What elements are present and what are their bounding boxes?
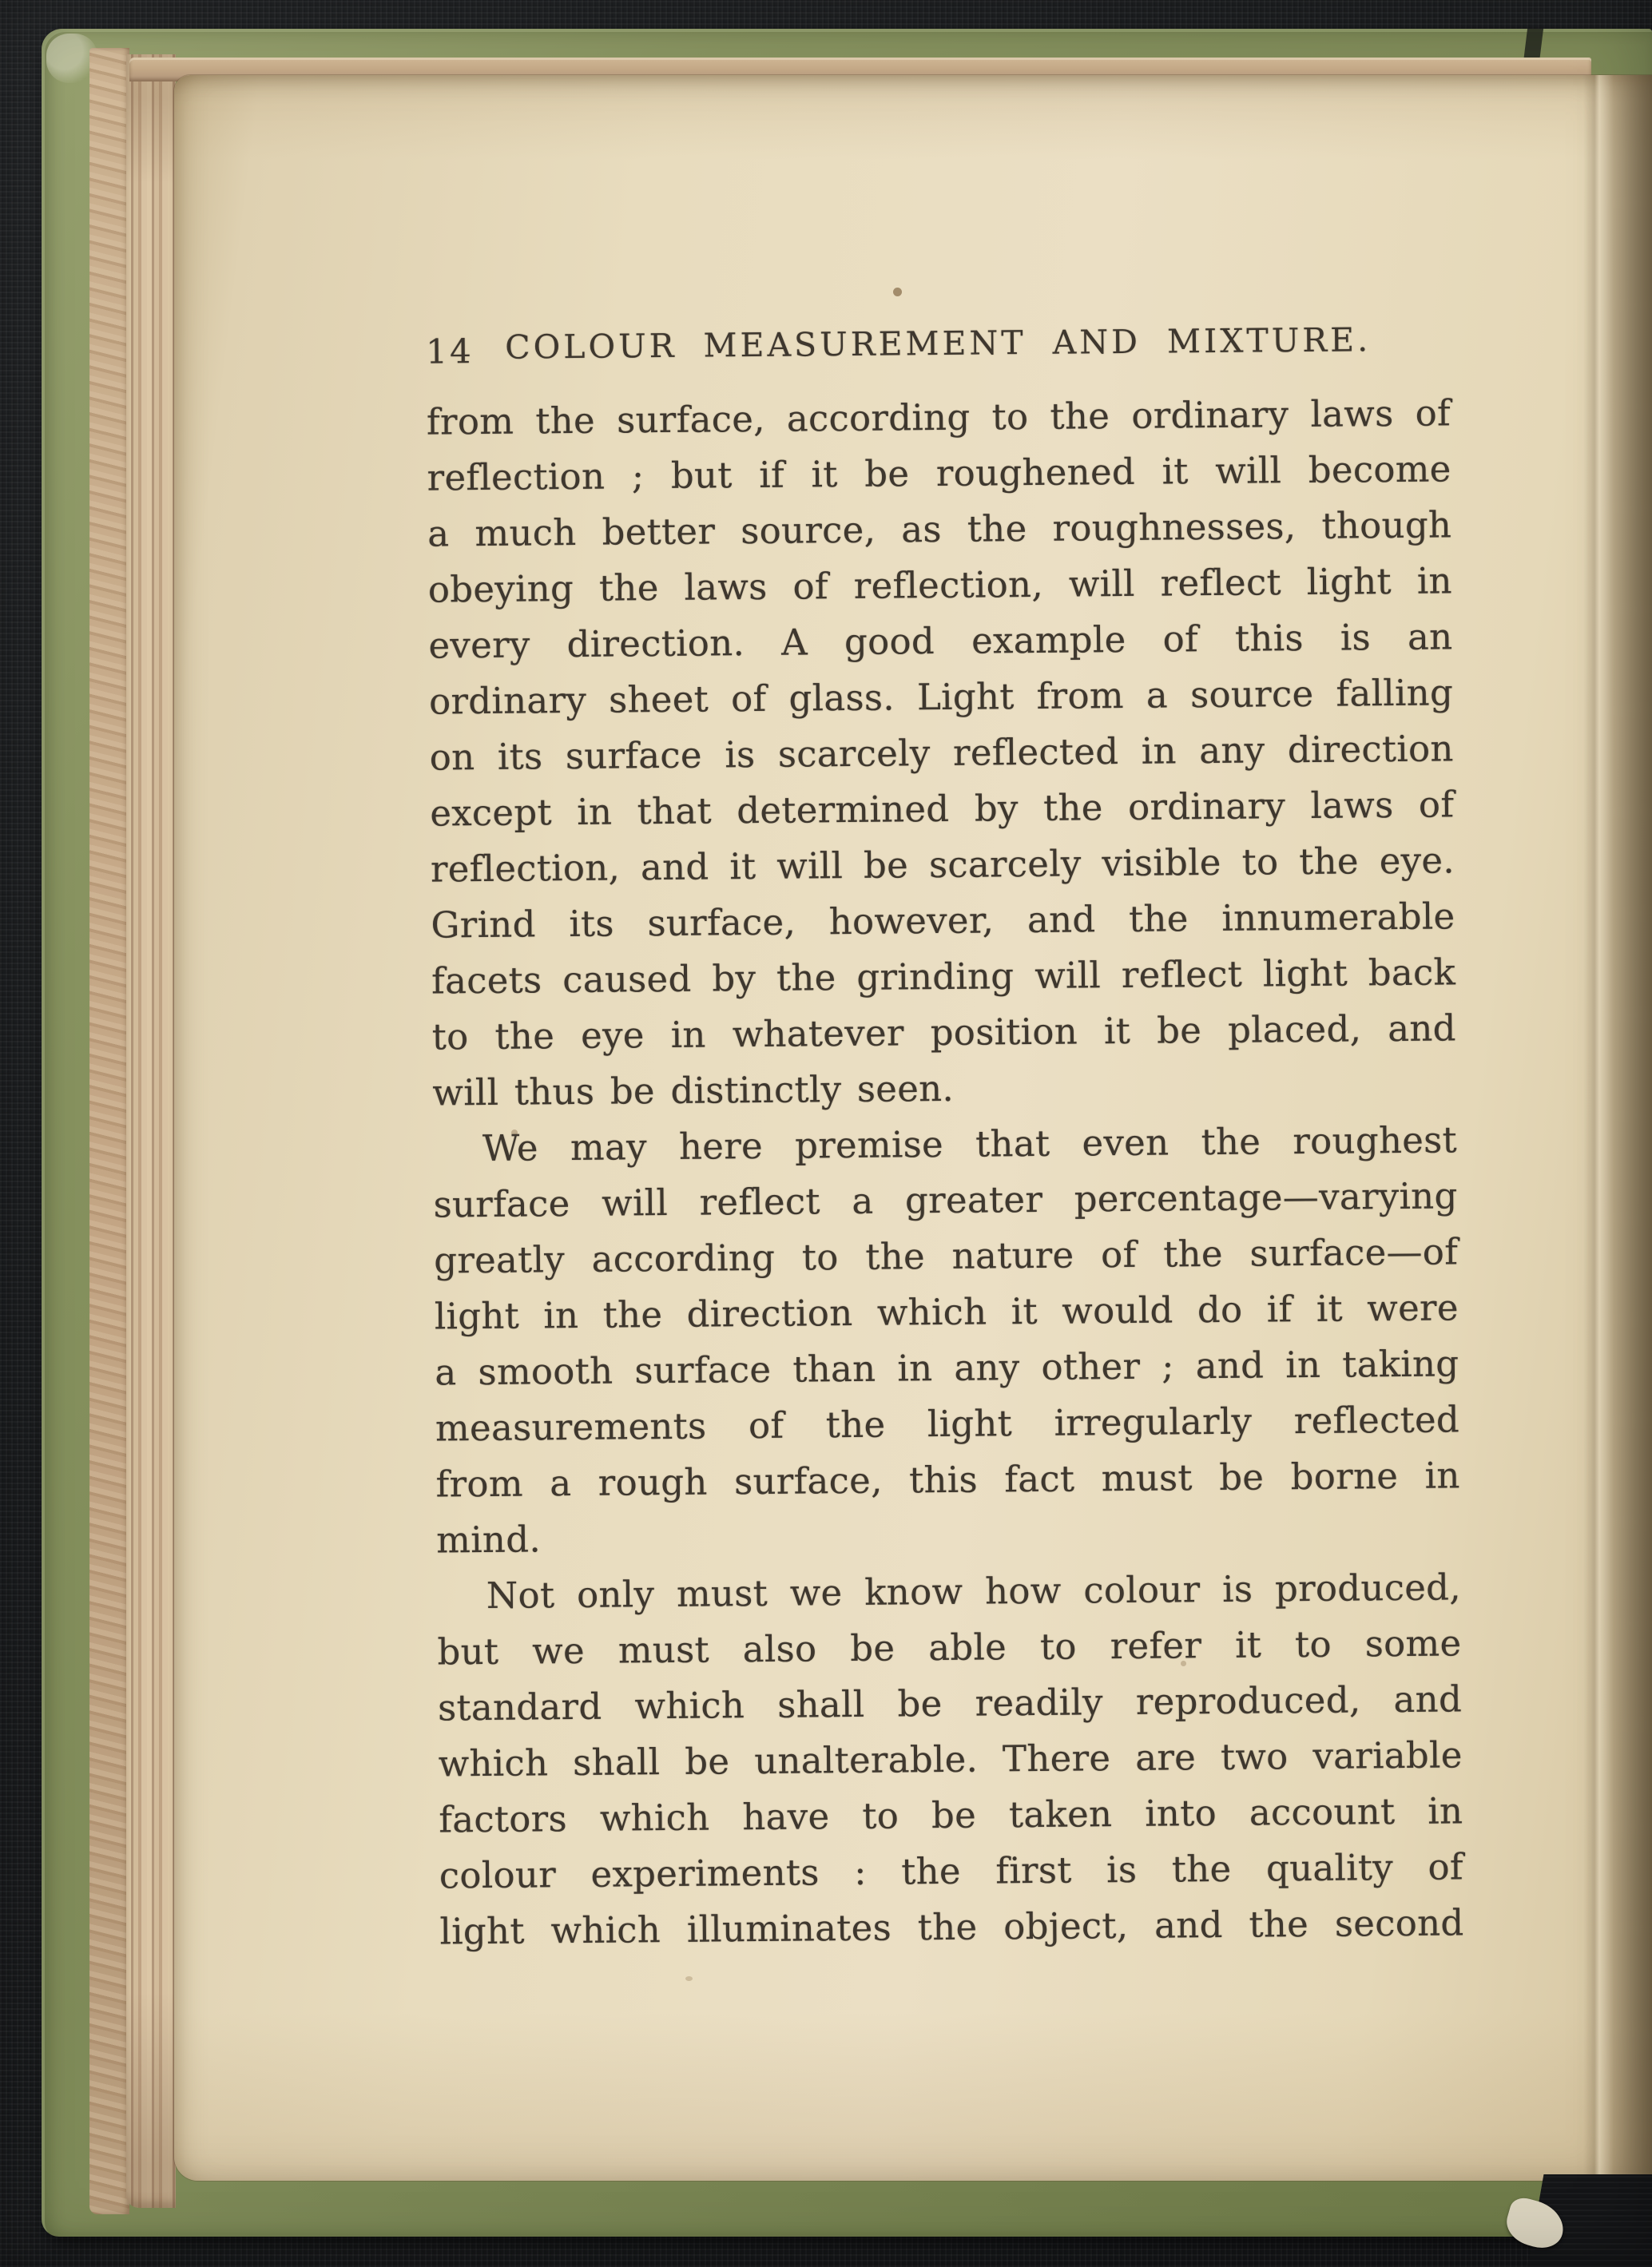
text-line: colour experiments : the first is the quality of	[439, 1845, 1464, 1897]
text-line: mind.	[436, 1518, 542, 1562]
text-line: but we must also be able to refer it to some	[437, 1622, 1462, 1673]
text-line: except in that determined by the ordinary laws of	[430, 783, 1455, 835]
text-line: from the surface, according to the ordinary laws of	[426, 391, 1451, 443]
text-line: We may here premise that even the roughest	[482, 1118, 1458, 1170]
text-line: obeying the laws of reflection, will reflect light in	[427, 559, 1453, 611]
text-line: on its surface is scarcely reflected in any direction	[429, 727, 1454, 779]
gutter-shadow	[1583, 75, 1652, 2181]
text-line: which shall be unalterable. There are two variable	[438, 1733, 1463, 1785]
text-line: ordinary sheet of glass. Light from a source falling	[428, 671, 1454, 723]
text-line: reflection ; but if it be roughened it will become	[427, 447, 1451, 499]
text-line: reflection, and it will be scarcely visible to the eye.	[430, 839, 1455, 891]
text-line: a much better source, as the roughnesses, though	[427, 503, 1452, 555]
text-line: surface will reflect a greater percentage—varying	[433, 1174, 1458, 1226]
text-line: every direction. A good example of this is an	[428, 615, 1453, 667]
text-line: measurements of the light irregularly reflected	[435, 1398, 1460, 1450]
page-edges-stack	[126, 54, 176, 2208]
paper-speck	[685, 1976, 693, 1981]
text-line: from a rough surface, this fact must be borne in	[435, 1454, 1460, 1506]
paragraph-2	[433, 1112, 1461, 1568]
endpaper-edge	[89, 48, 129, 2214]
text-line: a smooth surface than in any other ; and in taking	[435, 1342, 1459, 1394]
text-line: light which illuminates the object, and the second	[439, 1901, 1464, 1953]
text-line: standard which shall be readily reproduced, and	[437, 1677, 1463, 1729]
text-line: factors which have to be taken into account in	[439, 1789, 1463, 1841]
text-line: Grind its surface, however, and the innumerable	[431, 895, 1455, 947]
text-line: light in the direction which it would do if it were	[434, 1286, 1459, 1338]
text-line: greatly according to the nature of the surface—of	[433, 1230, 1459, 1282]
text-line: to the eye in whatever position it be placed, and	[431, 1006, 1456, 1058]
book-page	[174, 75, 1652, 2181]
text-line: will thus be distinctly seen.	[432, 1066, 955, 1114]
running-title: COLOUR MEASUREMENT AND MIXTURE.	[505, 320, 1372, 367]
paragraph-3	[437, 1559, 1464, 1959]
page-body	[427, 385, 1464, 1959]
page-header	[426, 320, 1450, 375]
paragraph-1	[427, 385, 1457, 1121]
page-text	[426, 320, 1464, 1959]
paper-speck	[893, 288, 902, 296]
text-line: facets caused by the grinding will reflect light back	[431, 951, 1456, 1002]
text-line: Not only must we know how colour is produced,	[486, 1566, 1462, 1617]
page-number: 14	[426, 332, 474, 371]
